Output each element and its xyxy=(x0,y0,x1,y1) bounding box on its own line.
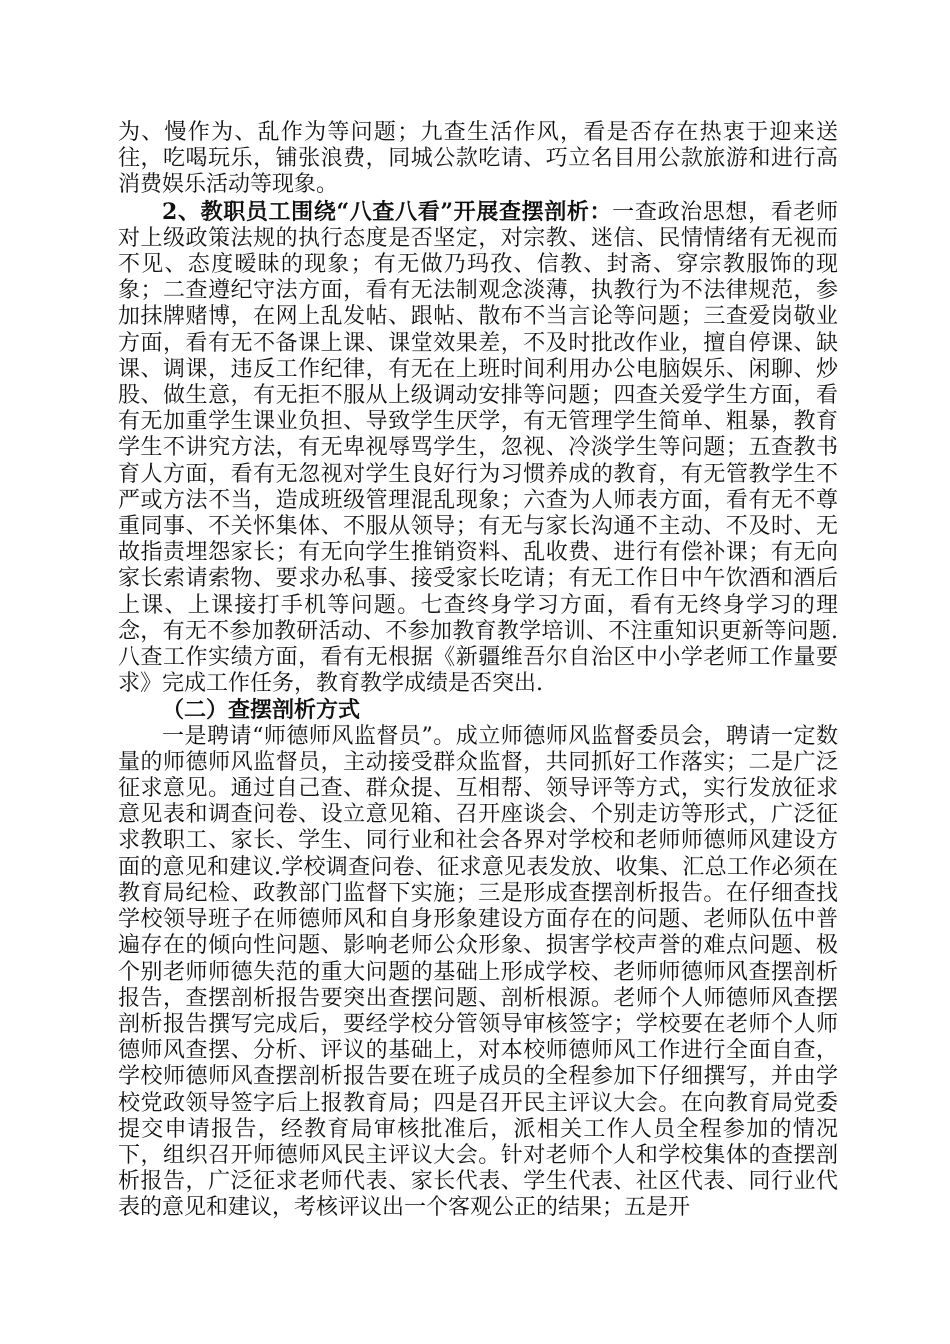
paragraph-eight-checks xyxy=(118,199,838,698)
paragraph-body: 一查政治思想，看老师对上级政策法规的执行态度是否坚定，对宗教、迷信、民情情绪有无视而不见、态度暧昧的现象；有无做乃玛孜、信教、封斋、穿宗教服饰的现象；二查遵纪守法方面，看有无法制观念淡薄，执教行为不法律规范，参加抹牌赌博，在网上乱发帖、跟帖、散布不当言论等问题；三查爱岗敬业方面，看有无不备课上课、课堂效果差，不及时批改作业，擅自停课、缺课、调课，违反工作纪律，有无在上班时间利用办公电脑娱乐、闲聊、炒股、做生意，有无拒不服从上级调动安排等问题；四查关爱学生方面，看有无加重学生课业负担、导致学生厌学，有无管理学生简单、粗暴，教育学生不讲究方法，有无卑视辱骂学生，忽视、冷淡学生等问题；五查教书育人方面，看有无忽视对学生良好行为习惯养成的教育，有无管教学生不严或方法不当，造成班级管理混乱现象；六查为人师表方面，看有无不尊重同事、不关怀集体、不服从领导；有无与家长沟通不主动、不及时、无故指责埋怨家长；有无向学生推销资料、乱收费、进行有偿补课；有无向家长索请索物、要求办私事、接受家长吃请；有无工作日中午饮酒和酒后上课、上课接打手机等问题。七查终身学习方面，看有无终身学习的理念，有无不参加教研活动、不参加教育教学培训、不注重知识更新等问题.八查工作实绩方面，看有无根据《新疆维吾尔自治区中小学老师工作量要求》完成工作任务，教育教学成绩是否突出. xyxy=(118,199,838,697)
paragraph-continuation: 为、慢作为、乱作为等问题；九查生活作风，看是否存在热衷于迎来送往，吃喝玩乐，铺张浪费，同城公款吃请、巧立名目用公款旅游和进行高消费娱乐活动等现象。 xyxy=(118,120,838,198)
paragraph-lead-bold: 2、教职员工围绕“八查八看”开展查摆剖析： xyxy=(162,198,613,225)
section-heading: （二）查摆剖析方式 xyxy=(162,697,361,724)
paragraph-methods: 一是聘请“师德师风监督员”。成立师德师风监督委员会，聘请一定数量的师德师风监督员，主动接受群众监督，共同抓好工作落实；二是广泛征求意见。通过自己查、群众提、互相帮、领导评等方式，实行发放征求意见表和调查问卷、设立意见箱、召开座谈会、个别走访等形式，广泛征求教职工、家长、学生、同行业和社会各界对学校和老师师德师风建设方面的意见和建议.学校调查问卷、征求意见表发放、收集、汇总工作必须在教育局纪检、政教部门监督下实施；三是形成查摆剖析报告。在仔细查找学校领导班子在师德师风和自身形象建设方面存在的问题、老师队伍中普遍存在的倾向性问题、影响老师公众形象、损害学校声誉的难点问题、极个别老师师德失范的重大问题的基础上形成学校、老师师德师风查摆剖析报告，查摆剖析报告要突出查摆问题、剖析根源。老师个人师德师风查摆剖析报告撰写完成后，要经学校分管领导审核签字；学校要在老师个人师德师风查摆、分析、评议的基础上，对本校师德师风工作进行全面自查，学校师德师风查摆剖析报告要在班子成员的全程参加下仔细撰写，并由学校党政领导签字后上报教育局；四是召开民主评议大会。在向教育局党委提交申请报告，经教育局审核批准后，派相关工作人员全程参加的情况下，组织召开师德师风民主评议大会。针对老师个人和学校集体的查摆剖析报告，广泛征求老师代表、家长代表、学生代表、社区代表、同行业代表的意见和建议，考核评议出一个客观公正的结果；五是开 xyxy=(118,723,838,1221)
document-page xyxy=(118,120,838,1222)
